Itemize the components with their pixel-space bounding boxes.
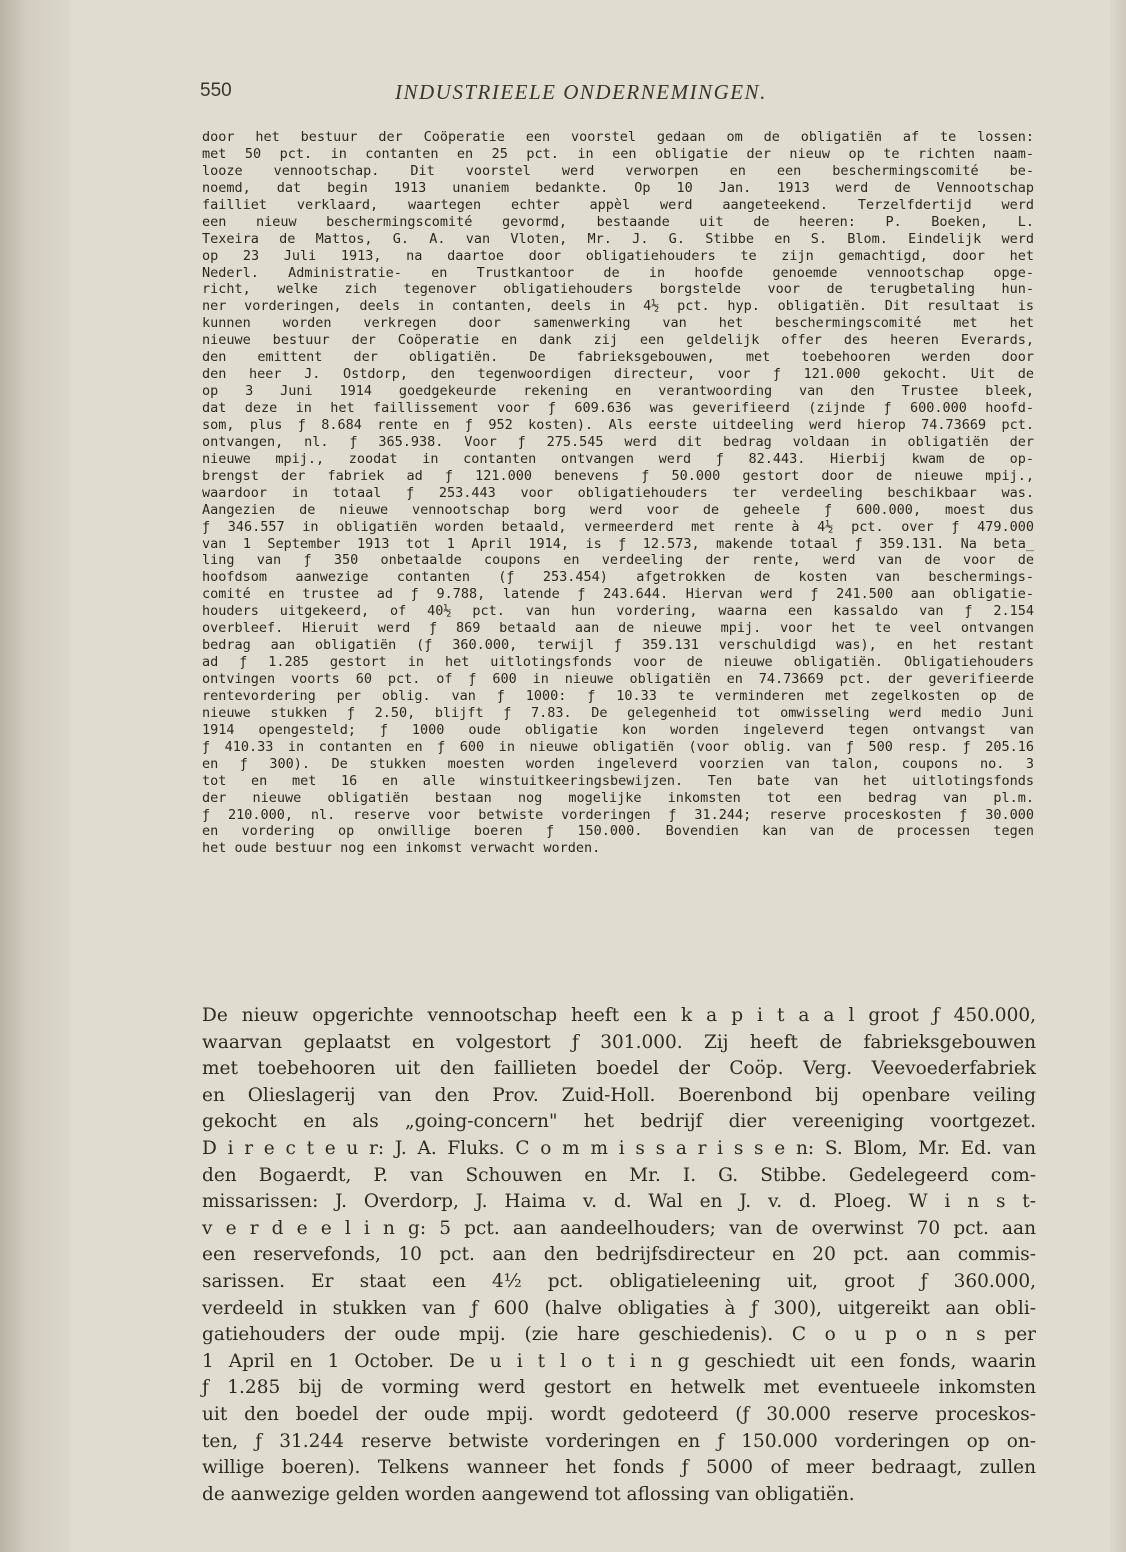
- small-text-line: ontvangen, nl. ƒ 365.938. Voor ƒ 275.545 werd dit bedrag voldaan in obligatiën der: [202, 433, 1034, 450]
- body-text-line: de aanwezige gelden worden aangewend tot aflossing van obligatiën.: [202, 1483, 855, 1505]
- small-text-line: ner vorderingen, deels in contanten, deels in 4½ pct. hyp. obligatiën. Dit resultaat is: [202, 298, 1034, 315]
- small-text-line: ƒ 210.000, nl. reserve voor betwiste vorderingen ƒ 31.244; reserve proceskosten ƒ 30.000: [202, 806, 1034, 823]
- body-text-line: gekocht en als „going-concern" het bedrijf dier vereeniging voortgezet.: [202, 1111, 1036, 1133]
- small-text-line: ƒ 410.33 in contanten en ƒ 600 in nieuwe obligatiën (voor oblig. van ƒ 500 resp. ƒ 205.16: [202, 738, 1034, 755]
- body-text-line: gatiehouders der oude mpij. (zie hare geschiedenis). C o u p o n s per: [202, 1324, 1036, 1346]
- small-text-line: failliet verklaard, waartegen echter appèl werd aangeteekend. Terzelfdertijd werd: [202, 196, 1034, 213]
- small-text-line: nieuwe mpij., zoodat in contanten ontvangen werd ƒ 82.443. Hierbij kwam de op-: [202, 450, 1034, 467]
- small-text-line: hoofdsom aanwezige contanten (ƒ 253.454) afgetrokken de kosten van beschermings-: [202, 569, 1034, 586]
- small-text-line: brengst der fabriek ad ƒ 121.000 benevens ƒ 50.000 gestort door de nieuwe mpij.,: [202, 467, 1034, 484]
- small-text-line: en ƒ 300). De stukken moesten worden ingeleverd voorzien van talon, coupons no. 3: [202, 755, 1034, 772]
- small-text-line: houders uitgekeerd, of 40½ pct. van hun vordering, waarna een kassaldo van ƒ 2.154: [202, 603, 1034, 620]
- small-print-paragraph: [202, 129, 1034, 857]
- body-text-line: sarissen. Er staat een 4½ pct. obligatieleening uit, groot ƒ 360.000,: [202, 1270, 1036, 1292]
- small-text-line: met 50 pct. in contanten en 25 pct. in een obligatie der nieuw op te richten naam-: [202, 145, 1034, 162]
- body-text-line: D i r e c t e u r: J. A. Fluks. C o m m i s s a r i s s e n: S. Blom, Mr. Ed. van: [202, 1137, 1036, 1159]
- small-text-line: den emittent der obligatiën. De fabrieksgebouwen, met toebehooren werden door: [202, 349, 1034, 366]
- body-text-line: waarvan geplaatst en volgestort ƒ 301.000. Zij heeft de fabrieksgebouwen: [202, 1031, 1036, 1053]
- small-text-line: Texeira de Mattos, G. A. van Vloten, Mr. J. G. Stibbe en S. Blom. Eindelijk werd: [202, 230, 1034, 247]
- small-text-line: het oude bestuur nog een inkomst verwacht worden.: [202, 840, 601, 857]
- small-text-line: Nederl. Administratie- en Trustkantoor de in hoofde genoemde vennootschap opge-: [202, 264, 1034, 281]
- small-text-line: tot en met 16 en alle winstuitkeeringsbewijzen. Ten bate van het uitlotingsfonds: [202, 772, 1034, 789]
- small-text-line: kunnen worden verkregen door samenwerking van het beschermingscomité met het: [202, 315, 1034, 332]
- small-text-line: looze vennootschap. Dit voorstel werd verworpen en een beschermingscomité be-: [202, 162, 1034, 179]
- body-text-line: ten, ƒ 31.244 reserve betwiste vorderingen en ƒ 150.000 vorderingen op on-: [202, 1430, 1036, 1452]
- small-text-line: ad ƒ 1.285 gestort in het uitlotingsfonds voor de nieuwe obligatiën. Obligatiehouders: [202, 654, 1034, 671]
- body-text-line: den Bogaerdt, P. van Schouwen en Mr. I. G. Stibbe. Gedelegeerd com-: [202, 1164, 1036, 1186]
- page-gutter-shadow: [0, 0, 70, 1552]
- page-header: [200, 80, 1060, 110]
- small-text-line: der nieuwe obligatiën bestaan nog mogelijke inkomsten tot een bedrag van pl.m.: [202, 789, 1034, 806]
- small-text-line: 1914 opengesteld; ƒ 1000 oude obligatie kon worden ingeleverd tegen ontvangst van: [202, 721, 1034, 738]
- small-text-line: een nieuw beschermingscomité gevormd, bestaande uit de heeren: P. Boeken, L.: [202, 213, 1034, 230]
- small-text-line: dat deze in het faillissement voor ƒ 609.636 was geverifieerd (zijnde ƒ 600.000 hoofd-: [202, 400, 1034, 416]
- small-text-line: en vordering op onwillige boeren ƒ 150.000. Bovendien kan van de processen tegen: [202, 823, 1034, 840]
- small-text-line: som, plus ƒ 8.684 rente en ƒ 952 kosten). Als eerste uitdeeling werd hierop 74.73669 pct.: [202, 416, 1034, 433]
- small-text-line: overbleef. Hieruit werd ƒ 869 betaald aan de nieuwe mpij. voor het te veel ontvangen: [202, 620, 1034, 637]
- small-text-line: Aangezien de nieuwe vennootschap borg werd voor de geheele ƒ 600.000, moest dus: [202, 501, 1034, 518]
- small-text-line: den heer J. Ostdorp, den tegenwoordigen directeur, voor ƒ 121.000 gekocht. Uit de: [202, 366, 1034, 383]
- body-text-line: uit den boedel der oude mpij. wordt gedoteerd (ƒ 30.000 reserve proceskos-: [202, 1403, 1036, 1425]
- small-text-line: op 3 Juni 1914 goedgekeurde rekening en verantwoording van den Trustee bleek,: [202, 383, 1034, 400]
- page-edge-shadow: [1110, 0, 1126, 1552]
- small-text-line: nieuwe bestuur der Coöperatie en dank zij een geldelijk offer des heeren Everards,: [202, 332, 1034, 349]
- small-text-line: comité en trustee ad ƒ 9.788, latende ƒ 243.644. Hiervan werd ƒ 241.500 aan obligatie-: [202, 586, 1034, 603]
- small-text-line: ling van ƒ 350 onbetaalde coupons en verdeeling der rente, werd van de voor de: [202, 552, 1034, 569]
- small-text-line: noemd, dat begin 1913 unaniem bedankte. Op 10 Jan. 1913 werd de Vennootschap: [202, 179, 1034, 196]
- page-number: 550: [200, 80, 232, 101]
- body-text-line: willige boeren). Telkens wanneer het fonds ƒ 5000 of meer bedraagt, zullen: [202, 1457, 1036, 1479]
- small-text-line: ontvingen voorts 60 pct. of ƒ 600 in nieuwe obligatiën en 74.73669 pct. der geverifieerde: [202, 671, 1034, 687]
- body-text-line: verdeeld in stukken van ƒ 600 (halve obligaties à ƒ 300), uitgereikt aan obli-: [202, 1297, 1036, 1319]
- small-text-line: waardoor in totaal ƒ 253.443 voor obligatiehouders ter verdeeling beschikbaar was.: [202, 484, 1034, 501]
- body-text-line: missarissen: J. Overdorp, J. Haima v. d. Wal en J. v. d. Ploeg. W i n s t-: [202, 1191, 1036, 1213]
- running-title: INDUSTRIEELE ONDERNEMINGEN.: [395, 80, 767, 104]
- body-text-line: 1 April en 1 October. De u i t l o t i n g geschiedt uit een fonds, waarin: [202, 1350, 1036, 1372]
- small-text-line: rentevordering per oblig. van ƒ 1000: ƒ 10.33 te verminderen met zegelkosten op de: [202, 687, 1034, 704]
- small-text-line: op 23 Juli 1913, na daartoe door obligatiehouders te zijn gemachtigd, door het: [202, 247, 1034, 264]
- body-text-line: ƒ 1.285 bij de vorming werd gestort en hetwelk met eventueele inkomsten: [202, 1377, 1036, 1399]
- small-text-line: ƒ 346.557 in obligatiën worden betaald, vermeerderd met rente à 4½ pct. over ƒ 479.000: [202, 518, 1034, 535]
- body-text-line: De nieuw opgerichte vennootschap heeft een k a p i t a a l groot ƒ 450.000,: [202, 1005, 1036, 1026]
- body-text-line: en Olieslagerij van den Prov. Zuid-Holl. Boerenbond bij openbare veiling: [202, 1084, 1036, 1106]
- small-text-line: bedrag aan obligatiën (ƒ 360.000, terwijl ƒ 359.131 verschuldigd was), en het restant: [202, 637, 1034, 654]
- body-text-line: v e r d e e l i n g: 5 pct. aan aandeelhouders; van de overwinst 70 pct. aan: [202, 1217, 1036, 1239]
- body-text-line: een reservefonds, 10 pct. aan den bedrijfsdirecteur en 20 pct. aan commis-: [202, 1244, 1036, 1266]
- small-text-line: richt, welke zich tegenover obligatiehouders borgstelde voor de terugbetaling hun-: [202, 281, 1034, 298]
- small-text-line: nieuwe stukken ƒ 2.50, blijft ƒ 7.83. De gelegenheid tot omwisseling werd medio Juni: [202, 704, 1034, 721]
- body-text-line: met toebehooren uit den faillieten boedel der Coöp. Verg. Veevoederfabriek: [202, 1058, 1036, 1080]
- small-text-line: van 1 September 1913 tot 1 April 1914, is ƒ 12.573, makende totaal ƒ 359.131. Na beta_: [202, 535, 1034, 552]
- main-paragraph: [202, 1003, 1036, 1508]
- small-text-line: door het bestuur der Coöperatie een voorstel gedaan om de obligatiën af te lossen:: [202, 129, 1034, 145]
